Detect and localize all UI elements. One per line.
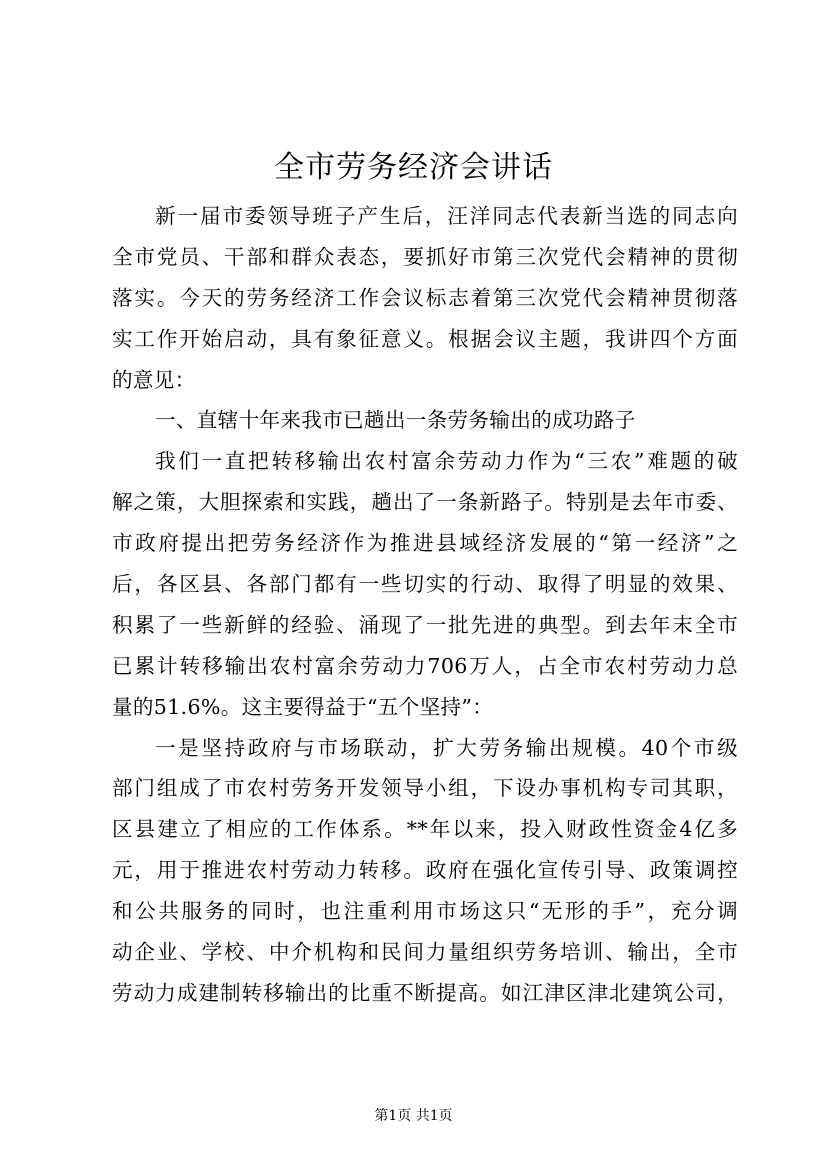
document-title: 全市劳务经济会讲话 [274,150,553,185]
text-line: 元，用于推进农村劳动力转移。政府在强化宣传引导、政策调控 [112,858,738,883]
text-line: 一、直辖十年来我市已趟出一条劳务输出的成功路子 [155,408,636,433]
text-line: 积累了一些新鲜的经验、涌现了一批先进的典型。到去年末全市 [112,612,738,637]
text-line: 的意见： [112,367,196,392]
text-line: 我们一直把转移输出农村富余劳动力作为“三农”难题的破 [155,449,738,474]
text-line: 劳动力成建制转移输出的比重不断提高。如江津区津北建筑公司， [112,980,738,1005]
document-body [112,196,738,1014]
text-line: 量的51.6%。这主要得益于“五个坚持”： [112,694,494,719]
text-line: 已累计转移输出农村富余劳动力706万人，占全市农村劳动力总 [112,653,738,678]
text-line: 后，各区县、各部门都有一些切实的行动、取得了明显的效果、 [112,572,738,597]
text-line: 实工作开始启动，具有象征意义。根据会议主题，我讲四个方面 [112,326,738,351]
text-line: 新一届市委领导班子产生后，汪洋同志代表新当选的同志向 [155,204,738,228]
page-footer: 第1页 共1页 [374,1108,453,1124]
text-line: 解之策，大胆探索和实践，趟出了一条新路子。特别是去年市委、 [112,490,738,515]
text-line: 一是坚持政府与市场联动，扩大劳务输出规模。40个市级 [155,735,738,760]
text-line: 和公共服务的同时，也注重利用市场这只“无形的手”，充分调 [112,899,738,924]
text-line: 区县建立了相应的工作体系。**年以来，投入财政性资金4亿多 [112,817,738,842]
text-line: 动企业、学校、中介机构和民间力量组织劳务培训、输出，全市 [112,940,738,965]
text-line: 落实。今天的劳务经济工作会议标志着第三次党代会精神贯彻落 [112,285,738,310]
text-line: 市政府提出把劳务经济作为推进县域经济发展的“第一经济”之 [112,531,738,556]
text-line: 部门组成了市农村劳务开发领导小组，下设办事机构专司其职， [112,776,738,801]
text-line: 全市党员、干部和群众表态，要抓好市第三次党代会精神的贯彻 [112,244,738,269]
